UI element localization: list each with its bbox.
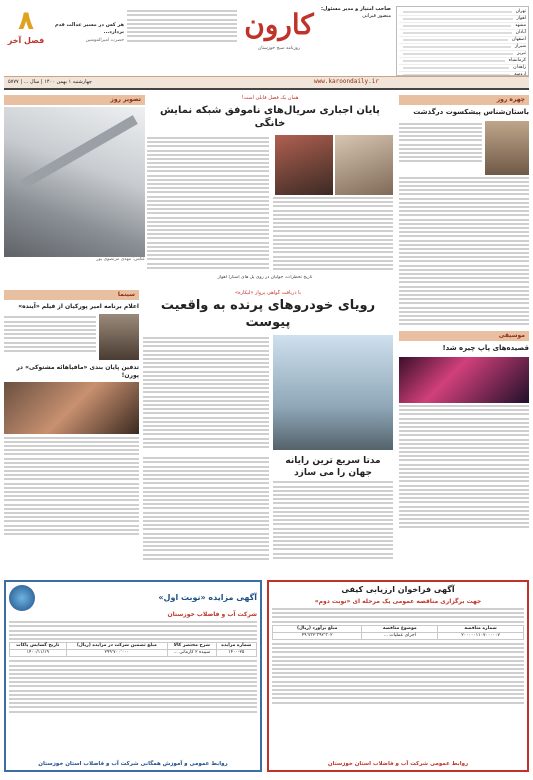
film-still: [4, 382, 139, 434]
weather-city: تهران: [515, 9, 526, 14]
table-cell: ۱۴۰۰-۲۵: [216, 650, 256, 657]
table-header-cell: شماره مناقصه: [438, 625, 524, 632]
table-header-cell: شماره مزایده: [216, 643, 256, 650]
concert-photo: [399, 357, 529, 403]
weather-row: [399, 65, 526, 72]
weather-values: [403, 60, 505, 62]
tv-story: [147, 95, 393, 273]
photo-caption: تاریخ تخطرات، جولیان در روی پل های استارا اهواز: [217, 275, 313, 280]
water-logo: [9, 585, 35, 611]
owner-label: صاحب امتیاز و مدیر مسئول:: [321, 6, 391, 12]
weather-city: اهواز: [516, 16, 526, 21]
page-label: فصل آخر: [7, 36, 45, 45]
flying-car-photo: [273, 335, 393, 450]
weather-values: [403, 67, 509, 69]
weather-city: ارومیه: [514, 72, 526, 76]
logo-text: کارون: [244, 8, 314, 41]
weather-city: کرمانشاه: [508, 58, 526, 63]
masthead: [4, 4, 529, 90]
table-cell: ۲۰۰۰۰۰۱۱۰۷۰۰۰۰۰۷: [438, 632, 524, 639]
ad-left-table: [9, 642, 257, 657]
weather-city: تبریز: [517, 51, 526, 56]
ad-left-footer: روابط عمومی و آموزش همگانی شرکت آب و فاضلاب استان خوزستان: [38, 760, 228, 767]
director-photo: [99, 314, 139, 360]
photo-credit: عکس: مهدی مرتضوی پور: [96, 257, 145, 263]
weather-city: شیراز: [514, 44, 526, 49]
table-header-cell: موضوع مناقصه: [362, 625, 438, 632]
ad-left-title: آگهی مزایده «نوبت اول»: [158, 592, 257, 602]
table-cell: اجرای عملیات ...: [362, 632, 438, 639]
weather-row: [399, 58, 526, 65]
weather-values: [403, 53, 513, 55]
table-cell: سپیده ۲ کارمانی ...: [168, 650, 217, 657]
logo: [239, 4, 319, 64]
site-link[interactable]: www.karoondaily.ir: [313, 78, 379, 85]
tv-title: پایان اجباری سریال‌های نامو‌فق شبکه نمایش خانگی: [160, 104, 380, 130]
section-head-cinema: سینما: [4, 290, 139, 300]
right-column: [399, 95, 529, 575]
photo-of-day: [4, 95, 145, 273]
weather-row: [399, 30, 526, 37]
weather-row: [399, 51, 526, 58]
weather-row: [399, 37, 526, 44]
tv-kicker: همان یک فصل قابلی است!: [241, 95, 299, 101]
cinema-title-1: اعلام برنامه امیر پورکیان از فیلم «آینده»: [18, 303, 139, 311]
hadith-author: حضرت امیرالمومنین: [85, 37, 124, 43]
ad-right-footer: روابط عمومی شرکت آب و فاضلاب استان خوزستان: [327, 760, 469, 767]
address-block: [127, 8, 237, 68]
table-header-cell: مبلغ تضمین شرکت در مزایده (ریال): [66, 643, 168, 650]
owner-box: [321, 6, 391, 36]
weather-values: [403, 39, 508, 41]
ad-left-issuer: شرکت آب و فاضلاب خوزستان: [167, 611, 257, 618]
hadith-box: [48, 22, 124, 62]
weather-values: [403, 32, 512, 34]
car-story: [143, 290, 393, 450]
ad-right-title: آگهی فراخوان ارزیابی کیفی: [341, 585, 455, 594]
site-strip: [4, 76, 529, 88]
weather-row: [399, 44, 526, 51]
weather-row: [399, 9, 526, 16]
portrait-photo: [485, 121, 529, 175]
page-number: ۸: [18, 6, 34, 36]
cinema-title-2: تدفین پایان بندی «مافیاهائه مشتوکی» در پورن!: [16, 364, 139, 380]
car-title: رویای خودروهای پرنده به واقعیت پیوست: [160, 297, 376, 331]
music-title: قصیده‌های پاپ چیره شد!: [442, 344, 529, 353]
weather-values: [403, 25, 511, 27]
weather-values: [403, 46, 511, 48]
table-cell: ۱۴۰۰/۱۱/۱۹: [10, 650, 67, 657]
ad-right-table: [272, 625, 524, 640]
owner-name: منصور قبرانی: [362, 12, 391, 19]
weather-values: [403, 11, 512, 13]
table-header-cell: تاریخ گشایش پاکات: [10, 643, 67, 650]
weather-city: اصفهان: [511, 37, 526, 42]
weather-row: [399, 16, 526, 23]
ad-auction: [4, 580, 262, 772]
weather-table: [396, 6, 529, 76]
page-label-box: [4, 6, 48, 62]
actor-photo-2: [275, 135, 333, 195]
section-head-music: موسیقی: [399, 331, 529, 341]
table-header-cell: شرح مختصر کالا: [168, 643, 217, 650]
section-head-today: تصویر روز: [4, 95, 145, 105]
table-cell: ۲۹۹٬۷۰۰٬۰۰۰: [66, 650, 168, 657]
right-story-title: باستان‌شناس پیشکسوت درگذشت: [413, 108, 529, 117]
ad-tender: [267, 580, 529, 772]
weather-row: [399, 23, 526, 30]
hadith-text: هر کس در مسیر عدالت قدم بردارد...: [54, 22, 124, 35]
date-line: چهارشنبه ۱ بهمن ۱۴۰۰ | سال ... | ۵۷۷۷: [8, 79, 93, 85]
weather-city: مشهد: [515, 23, 526, 28]
table-cell: ۴۹٬۷۳۲٬۳۹۲٬۳۰۲: [273, 632, 362, 639]
bridge-photo: [4, 107, 145, 257]
computer-title: مدتا سریع ترین رایانه جهان را می سازد: [285, 456, 381, 479]
bridge-beam: [20, 115, 138, 189]
weather-city: آبادان: [515, 30, 526, 35]
slogan: روزنامه صبح خوزستان: [258, 46, 300, 51]
computer-story: [143, 455, 393, 575]
cinema-section: [4, 290, 139, 570]
ad-right-subtitle: جهت برگزاری مناقصه عمومی یک مرحله ای «نوبت دوم»: [314, 597, 482, 605]
actor-photo-1: [335, 135, 393, 195]
table-header-cell: مبلغ برآورد (ریال): [273, 625, 362, 632]
weather-values: [403, 18, 513, 20]
weather-city: زاهدان: [513, 65, 526, 70]
section-head-face: چهره روز: [399, 95, 529, 105]
car-kicker: با دریافت گواهی پرواز «لیکاره»: [234, 290, 302, 296]
